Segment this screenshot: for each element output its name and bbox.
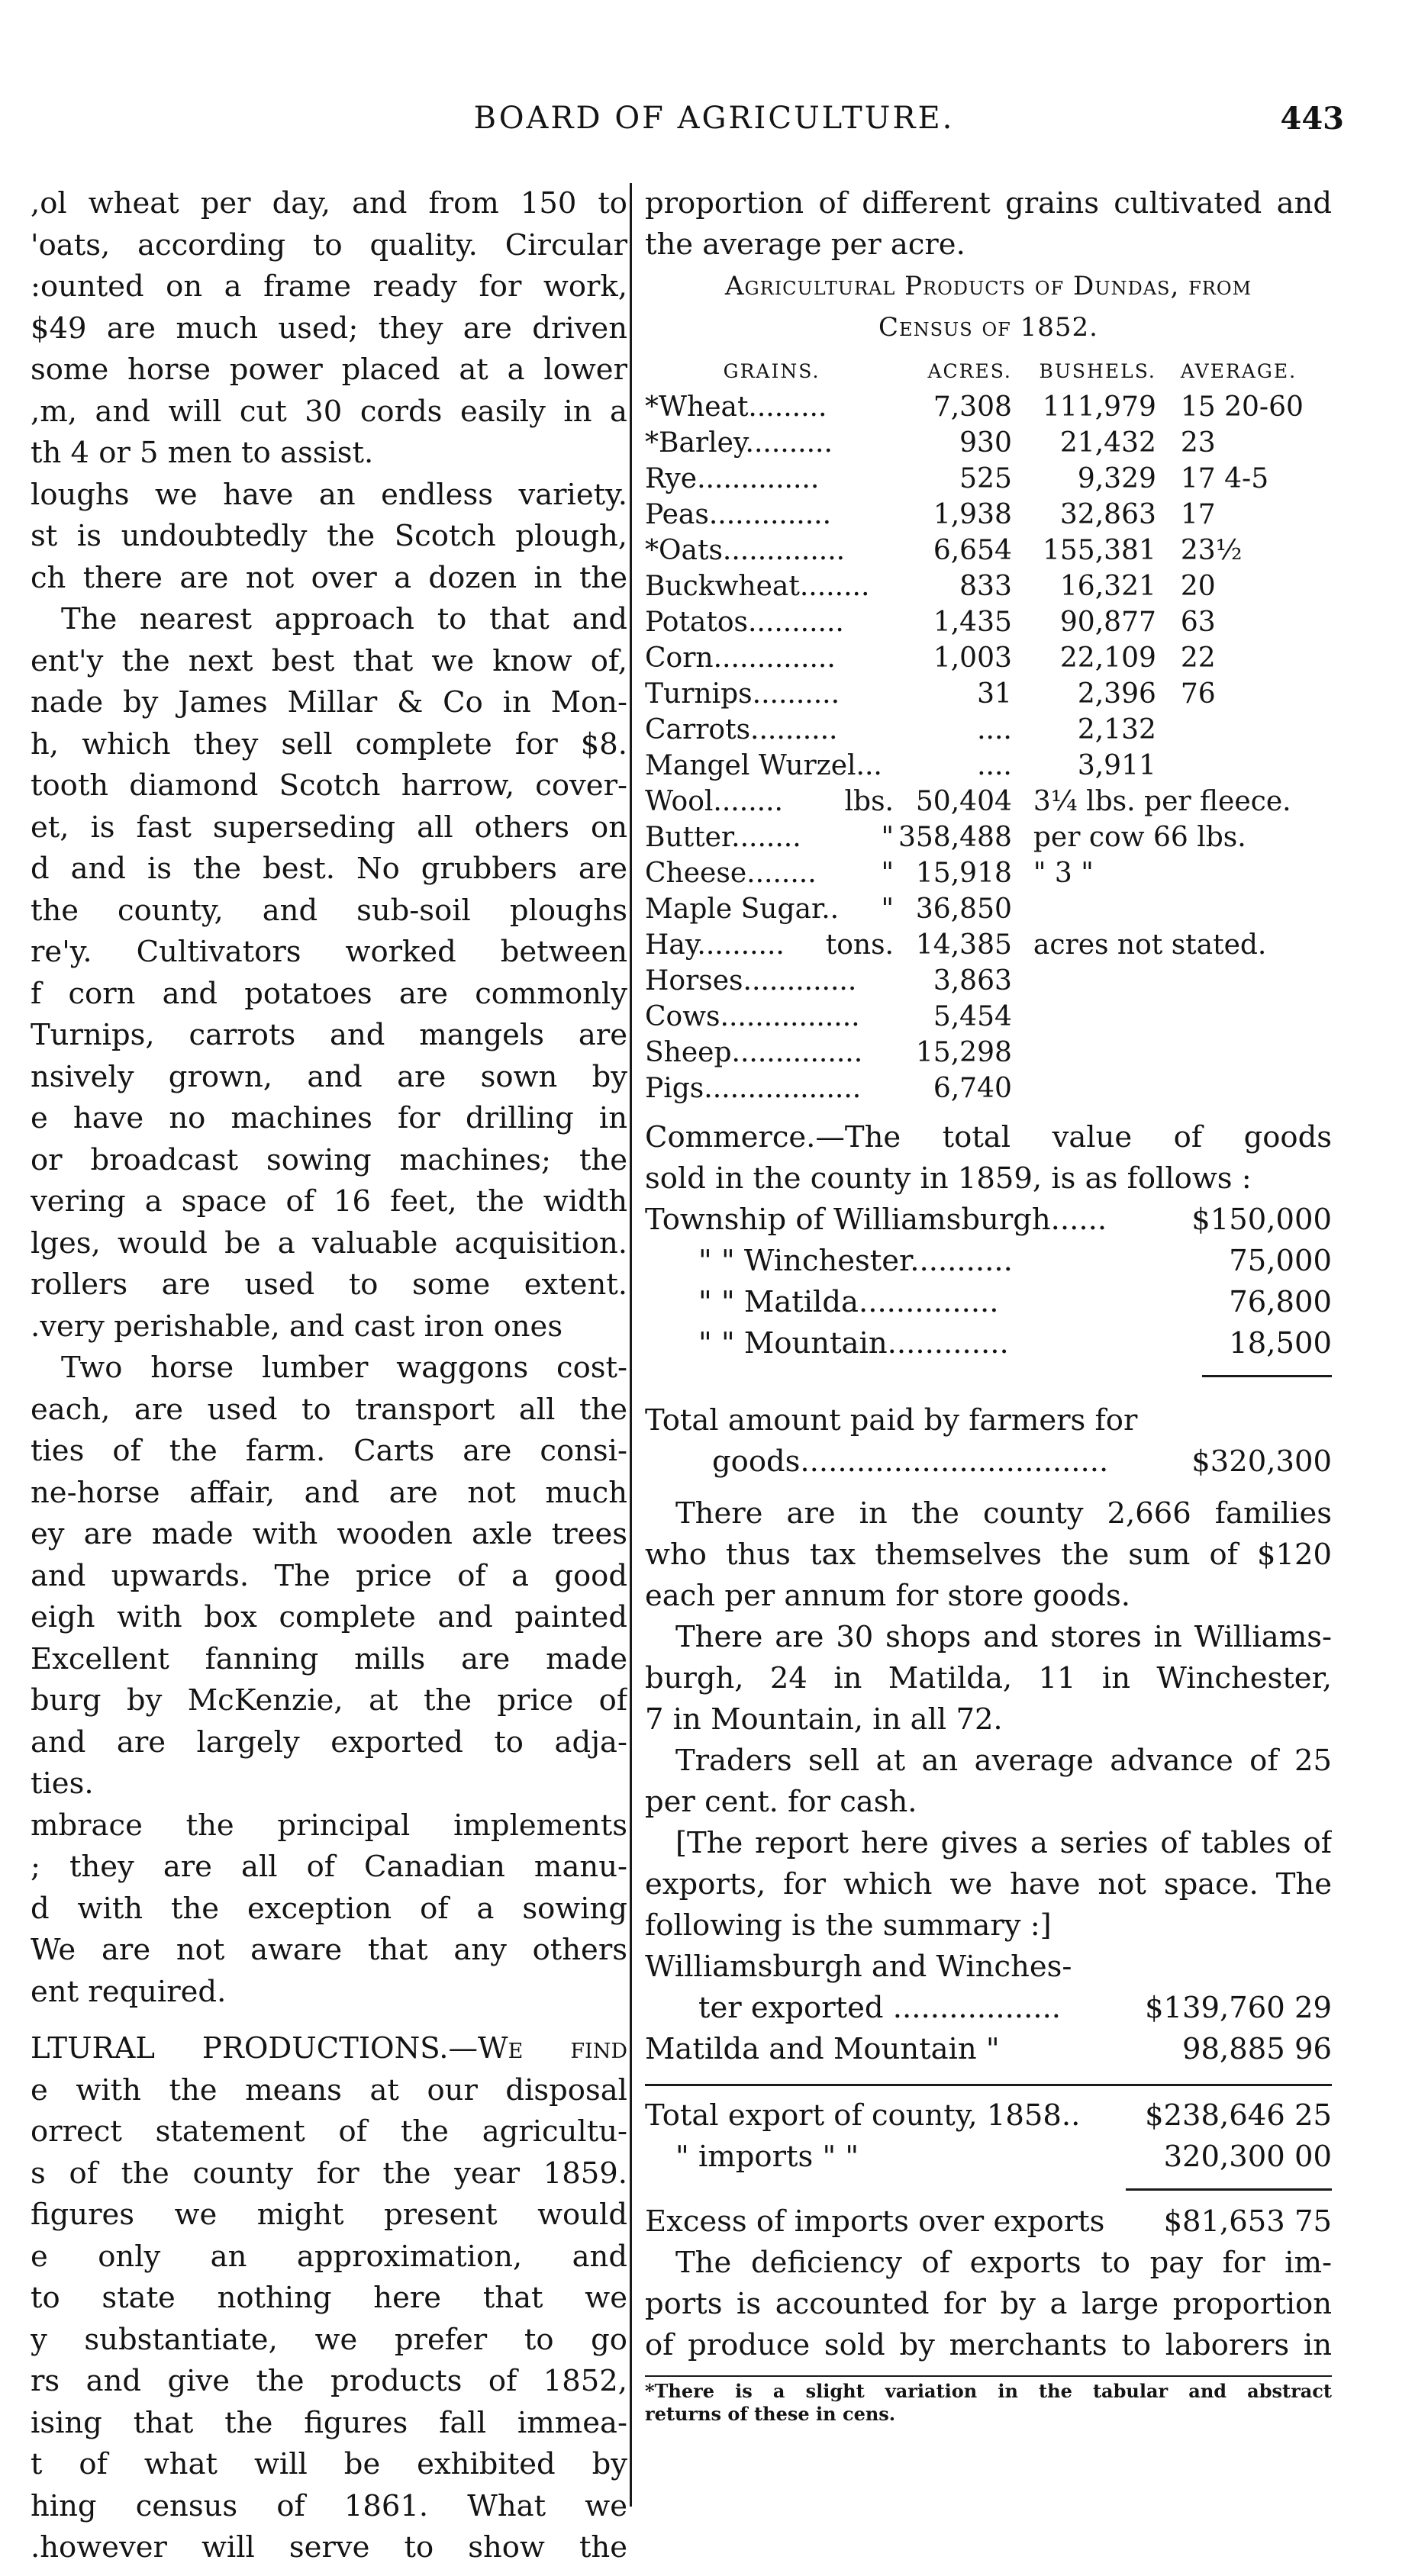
left-line: ties of the farm. Carts are consi-	[31, 1434, 627, 1468]
left-line: tooth diamond Scotch harrow, cover-	[31, 768, 627, 803]
left-line: ,ol wheat per day, and from 150 to	[31, 186, 627, 221]
left-line: ey are made with wooden axle trees	[31, 1517, 627, 1551]
grain-acres: ....	[977, 750, 1012, 781]
grain-name: *Wheat.........	[645, 391, 827, 423]
total-paid-label: goods.................................	[712, 1444, 1109, 1479]
footnote-line: *There is a slight variation in the tabular and abstract	[645, 2380, 1332, 2402]
grain-name: Buckwheat........	[645, 571, 870, 602]
right-column	[645, 183, 1332, 2426]
product-row	[645, 1071, 1332, 1106]
paragraph-line: each per annum for store goods.	[645, 1579, 1131, 1613]
left-line: st is undoubtedly the Scotch plough,	[31, 519, 627, 553]
left-line: h, which they sell complete for $8.	[31, 726, 627, 762]
grain-name: Mangel Wurzel...	[645, 750, 882, 781]
total-amount: $238,646 25	[1145, 2098, 1332, 2133]
grain-row	[645, 533, 1332, 568]
grain-row	[645, 497, 1332, 533]
grain-average: 63	[1180, 607, 1216, 638]
grain-rows	[645, 389, 1332, 784]
product-label: Pigs..................	[645, 1073, 862, 1104]
export-label: Matilda and Mountain "	[645, 2032, 1000, 2066]
left-line: Excellent fanning mills are made	[31, 1641, 627, 1676]
product-label: Hay..........	[645, 929, 785, 961]
footnote	[645, 2380, 1332, 2426]
left-line: burg by McKenzie, at the price of	[31, 1683, 627, 1718]
township-row	[645, 1199, 1332, 1241]
product-unit: "	[881, 894, 894, 925]
total-paid-amount: $320,300	[1191, 1444, 1332, 1479]
product-row	[645, 927, 1332, 963]
product-note: " 3 "	[1033, 858, 1094, 889]
table-title-line-1: Agricultural Products of Dundas, from	[724, 271, 1252, 301]
product-row	[645, 855, 1332, 891]
left-line: mbrace the principal implements	[31, 1808, 627, 1843]
grain-bushels: 3,911	[1077, 750, 1156, 781]
product-label: Wool........	[645, 786, 783, 817]
left-line: Two horse lumber waggons cost-	[61, 1351, 627, 1385]
product-quantity: 36,850	[915, 894, 1012, 925]
product-unit: "	[881, 858, 894, 889]
township-label: " " Matilda...............	[698, 1285, 999, 1319]
grain-average: 17	[1180, 499, 1216, 530]
grain-name: *Oats..............	[645, 535, 846, 566]
grain-row	[645, 748, 1332, 784]
grain-acres: ....	[977, 714, 1012, 745]
product-quantity: 15,918	[915, 858, 1012, 889]
grain-acres: 6,654	[933, 535, 1012, 566]
left-line: $49 are much used; they are driven	[31, 311, 627, 346]
left-line: .however will serve to show the	[31, 2530, 627, 2565]
header-grains: GRAINS.	[723, 359, 820, 382]
township-label: Township of Williamsburgh......	[645, 1203, 1107, 1237]
footnote-line: returns of these in cens.	[645, 2403, 896, 2425]
product-quantity: 14,385	[915, 929, 1012, 961]
product-row	[645, 1035, 1332, 1071]
paragraph-line: There are 30 shops and stores in Williams-	[675, 1620, 1332, 1654]
left-line: figures we might present would	[31, 2198, 627, 2232]
grain-row	[645, 604, 1332, 640]
left-line: the county, and sub-soil ploughs	[31, 893, 627, 928]
header-acres: ACRES.	[927, 359, 1012, 382]
left-line: vering a space of 16 feet, the width	[31, 1184, 627, 1219]
product-unit: "	[881, 822, 894, 853]
left-line: We are not aware that any others	[31, 1933, 627, 1967]
left-line: ; they are all of Canadian manu-	[31, 1850, 627, 1884]
grain-acres: 833	[959, 571, 1012, 602]
left-line: f corn and potatoes are commonly	[31, 976, 627, 1011]
township-list	[645, 1199, 1332, 1364]
export-list	[645, 1988, 1332, 2070]
grain-name: Potatos...........	[645, 607, 844, 638]
grain-average: 15 20-60	[1180, 391, 1304, 423]
left-line: e only an approximation, and	[31, 2239, 627, 2274]
grain-average: 76	[1180, 678, 1216, 710]
paragraph-line: exports, for which we have not space. The	[645, 1867, 1332, 1901]
closing-line: of produce sold by merchants to laborers in	[645, 2328, 1332, 2362]
export-row	[645, 1988, 1332, 2029]
grain-name: Peas..............	[645, 499, 832, 530]
product-label: Butter........	[645, 822, 801, 853]
left-line: ising that the figures fall immea-	[31, 2405, 627, 2440]
paragraph-line: who thus tax themselves the sum of $120	[645, 1538, 1332, 1572]
product-note	[1026, 891, 1332, 927]
product-note	[1026, 1035, 1332, 1071]
export-amount: $139,760 29	[1145, 1991, 1332, 2025]
footnote-rule	[645, 2375, 1332, 2377]
grain-bushels: 22,109	[1059, 642, 1156, 674]
grain-average: 22	[1180, 642, 1216, 674]
product-name	[645, 963, 898, 999]
grain-bushels: 155,381	[1043, 535, 1156, 566]
left-line: to state nothing here that we	[31, 2281, 627, 2315]
township-amount: 75,000	[1229, 1244, 1332, 1278]
grain-average	[1173, 712, 1332, 748]
grain-row	[645, 568, 1332, 604]
left-line: Turnips, carrots and mangels are	[31, 1018, 627, 1052]
grain-bushels: 2,132	[1077, 714, 1156, 745]
grain-average: 20	[1180, 571, 1216, 602]
intro-line-2: the average per acre.	[645, 227, 965, 262]
table-header-row	[645, 353, 1332, 389]
grain-bushels: 111,979	[1043, 391, 1156, 423]
grain-acres: 1,003	[933, 642, 1012, 674]
left-column	[31, 183, 627, 2569]
total-amount: 320,300 00	[1163, 2140, 1332, 2174]
export-amount: 98,885 96	[1182, 2032, 1332, 2066]
paragraph-line: Williamsburgh and Winches-	[645, 1950, 1072, 1984]
left-line: ch there are not over a dozen in the	[31, 560, 627, 595]
left-line: or broadcast sowing machines; the	[31, 1142, 627, 1177]
grain-bushels: 90,877	[1059, 607, 1156, 638]
total-paid-line-1: Total amount paid by farmers for	[645, 1403, 1138, 1438]
grain-average: 23	[1180, 427, 1216, 459]
product-note: per cow 66 lbs.	[1033, 822, 1246, 853]
left-line: rollers are used to some extent.	[31, 1267, 627, 1302]
grain-bushels: 2,396	[1077, 678, 1156, 710]
left-line: some horse power placed at a lower	[31, 353, 627, 387]
left-line: ,m, and will cut 30 cords easily in a	[31, 394, 627, 429]
product-row	[645, 963, 1332, 999]
grain-acres: 1,938	[933, 499, 1012, 530]
product-name	[645, 927, 898, 963]
product-name	[645, 891, 898, 927]
total-row	[645, 2095, 1332, 2136]
commerce-line-1: Commerce.—The total value of goods	[645, 1120, 1332, 1154]
total-row	[645, 2136, 1332, 2178]
sum-rule	[1202, 1375, 1332, 1377]
product-note: acres not stated.	[1033, 929, 1267, 961]
grain-average: 23½	[1180, 535, 1243, 566]
product-name	[645, 999, 898, 1035]
grain-bushels: 32,863	[1059, 499, 1156, 530]
left-line: hing census of 1861. What we	[31, 2488, 627, 2523]
grain-acres: 525	[959, 463, 1012, 494]
product-unit: lbs.	[844, 786, 894, 817]
product-row	[645, 999, 1332, 1035]
paragraph-line: [The report here gives a series of tables of	[675, 1826, 1332, 1860]
product-quantity: 50,404	[915, 786, 1012, 817]
grain-name: Turnips..........	[645, 678, 840, 710]
other-product-rows	[645, 784, 1332, 1106]
product-label: Cheese........	[645, 858, 817, 889]
left-line: and are largely exported to adja-	[31, 1724, 627, 1760]
grain-row	[645, 389, 1332, 425]
township-amount: 18,500	[1229, 1326, 1332, 1360]
product-label: Horses.............	[645, 965, 857, 997]
paragraph-line: per cent. for cash.	[645, 1785, 917, 1819]
product-label: Maple Sugar..	[645, 894, 840, 925]
grain-acres: 7,308	[933, 391, 1012, 423]
agricultural-products-table	[645, 353, 1332, 1106]
left-gap	[31, 2013, 627, 2028]
left-line: th 4 or 5 men to assist.	[31, 436, 374, 470]
product-label: Sheep...............	[645, 1037, 863, 1068]
township-row	[645, 1241, 1332, 1282]
grain-acres: 31	[977, 678, 1012, 710]
left-line: lges, would be a valuable acquisition.	[31, 1225, 627, 1261]
header-bushels: BUSHELS.	[1039, 359, 1156, 382]
running-head	[0, 101, 1428, 147]
left-line: 'oats, according to quality. Circular	[31, 227, 627, 262]
product-name	[645, 784, 898, 819]
left-line: e with the means at our disposal	[31, 2072, 627, 2107]
closing-paragraph	[645, 2243, 1332, 2366]
left-line: re'y. Cultivators worked between	[31, 935, 627, 969]
paragraph-line: 7 in Mountain, in all 72.	[645, 1702, 1003, 1737]
product-name	[645, 1035, 898, 1071]
totals-list	[645, 2095, 1332, 2178]
grain-name: Carrots..........	[645, 714, 838, 745]
left-line: orrect statement of the agricultu-	[31, 2114, 627, 2149]
left-line: The nearest approach to that and	[61, 602, 627, 636]
paragraph-line: There are in the county 2,666 families	[675, 1496, 1332, 1531]
grain-name: Rye..............	[645, 463, 820, 494]
total-label: " imports " "	[675, 2140, 859, 2174]
grain-row	[645, 640, 1332, 676]
township-label: " " Winchester...........	[698, 1244, 1013, 1278]
left-line: eigh with box complete and painted	[31, 1600, 627, 1634]
left-line: et, is fast superseding all others on	[31, 810, 627, 845]
left-line: ne-horse affair, and are not much	[31, 1475, 627, 1510]
table-title-line-2: Census of 1852.	[878, 312, 1098, 343]
left-line: loughs we have an endless variety.	[31, 477, 627, 512]
left-line: s of the county for the year 1859.	[31, 2156, 627, 2191]
product-row	[645, 891, 1332, 927]
product-label: Cows................	[645, 1001, 860, 1032]
left-line: nsively grown, and are sown by	[31, 1059, 627, 1094]
paragraph-line: following is the summary :]	[645, 1908, 1052, 1943]
left-line: t of what will be exhibited by	[31, 2447, 627, 2481]
product-note	[1026, 999, 1332, 1035]
excess-amount: $81,653 75	[1163, 2204, 1332, 2239]
product-row	[645, 819, 1332, 855]
left-line: e have no machines for drilling in	[31, 1101, 627, 1135]
product-name	[645, 819, 898, 855]
left-line: d with the exception of a sowing	[31, 1891, 627, 1926]
left-line: ent'y the next best that we know of,	[31, 643, 627, 678]
left-line: y substantiate, we prefer to go	[31, 2322, 627, 2357]
left-line: each, are used to transport all the	[31, 1392, 627, 1427]
product-row	[645, 784, 1332, 819]
grain-average	[1173, 748, 1332, 784]
totals-rule	[1126, 2188, 1332, 2191]
total-paid-row	[645, 1441, 1332, 1483]
excess-label: Excess of imports over exports	[645, 2204, 1105, 2239]
grain-name: Corn..............	[645, 642, 836, 674]
grain-row	[645, 425, 1332, 461]
page-number: 443	[1280, 101, 1344, 137]
left-line: .very perishable, and cast iron ones	[31, 1309, 563, 1344]
product-quantity: 15,298	[915, 1037, 1012, 1068]
product-note: 3¼ lbs. per fleece.	[1033, 786, 1291, 817]
grain-row	[645, 712, 1332, 748]
grain-acres: 1,435	[933, 607, 1012, 638]
paragraph-line: burgh, 24 in Matilda, 11 in Winchester,	[645, 1661, 1332, 1695]
township-amount: 76,800	[1229, 1285, 1332, 1319]
left-line: and upwards. The price of a good	[31, 1558, 627, 1593]
export-label: ter exported ..................	[698, 1991, 1062, 2025]
grain-average: 17 4-5	[1180, 463, 1269, 494]
township-amount: $150,000	[1191, 1203, 1332, 1237]
paragraphs	[645, 1493, 1332, 1988]
grain-bushels: 16,321	[1059, 571, 1156, 602]
township-row	[645, 1282, 1332, 1323]
product-name	[645, 855, 898, 891]
closing-line: The deficiency of exports to pay for im-	[675, 2246, 1332, 2280]
product-quantity: 358,488	[898, 822, 1012, 853]
left-line: :ounted on a frame ready for work,	[31, 269, 627, 304]
grain-row	[645, 461, 1332, 497]
product-note	[1026, 1071, 1332, 1106]
excess-row	[645, 2201, 1332, 2243]
left-line: ent required.	[31, 1974, 227, 2009]
commerce-line-2: sold in the county in 1859, is as follows :	[645, 1161, 1252, 1196]
product-quantity: 3,863	[933, 965, 1012, 997]
left-line: nade by James Millar & Co in Mon-	[31, 685, 627, 720]
product-quantity: 6,740	[933, 1073, 1012, 1104]
closing-line: ports is accounted for by a large proportion	[645, 2287, 1332, 2321]
grain-bushels: 9,329	[1077, 463, 1156, 494]
product-name	[645, 1071, 898, 1106]
header-average: AVERAGE.	[1180, 359, 1297, 382]
left-line: ties.	[31, 1766, 94, 1801]
left-line: LTURAL PRODUCTIONS.—We find	[31, 2031, 627, 2066]
township-label: " " Mountain.............	[698, 1326, 1009, 1360]
product-quantity: 5,454	[933, 1001, 1012, 1032]
export-row	[645, 2029, 1332, 2070]
total-label: Total export of county, 1858..	[645, 2098, 1081, 2133]
grain-bushels: 21,432	[1059, 427, 1156, 459]
grain-name: *Barley..........	[645, 427, 833, 459]
township-row	[645, 1323, 1332, 1364]
grain-acres: 930	[959, 427, 1012, 459]
product-note	[1026, 963, 1332, 999]
left-line: d and is the best. No grubbers are	[31, 852, 627, 886]
export-rule	[645, 2084, 1332, 2086]
left-line: rs and give the products of 1852,	[31, 2364, 627, 2398]
grain-row	[645, 676, 1332, 712]
column-divider	[630, 183, 632, 2507]
paragraph-line: Traders sell at an average advance of 25	[675, 1744, 1332, 1778]
running-head-title: BOARD OF AGRICULTURE.	[473, 101, 955, 136]
product-unit: tons.	[825, 929, 894, 961]
intro-line-1: proportion of different grains cultivated and	[645, 186, 1332, 221]
